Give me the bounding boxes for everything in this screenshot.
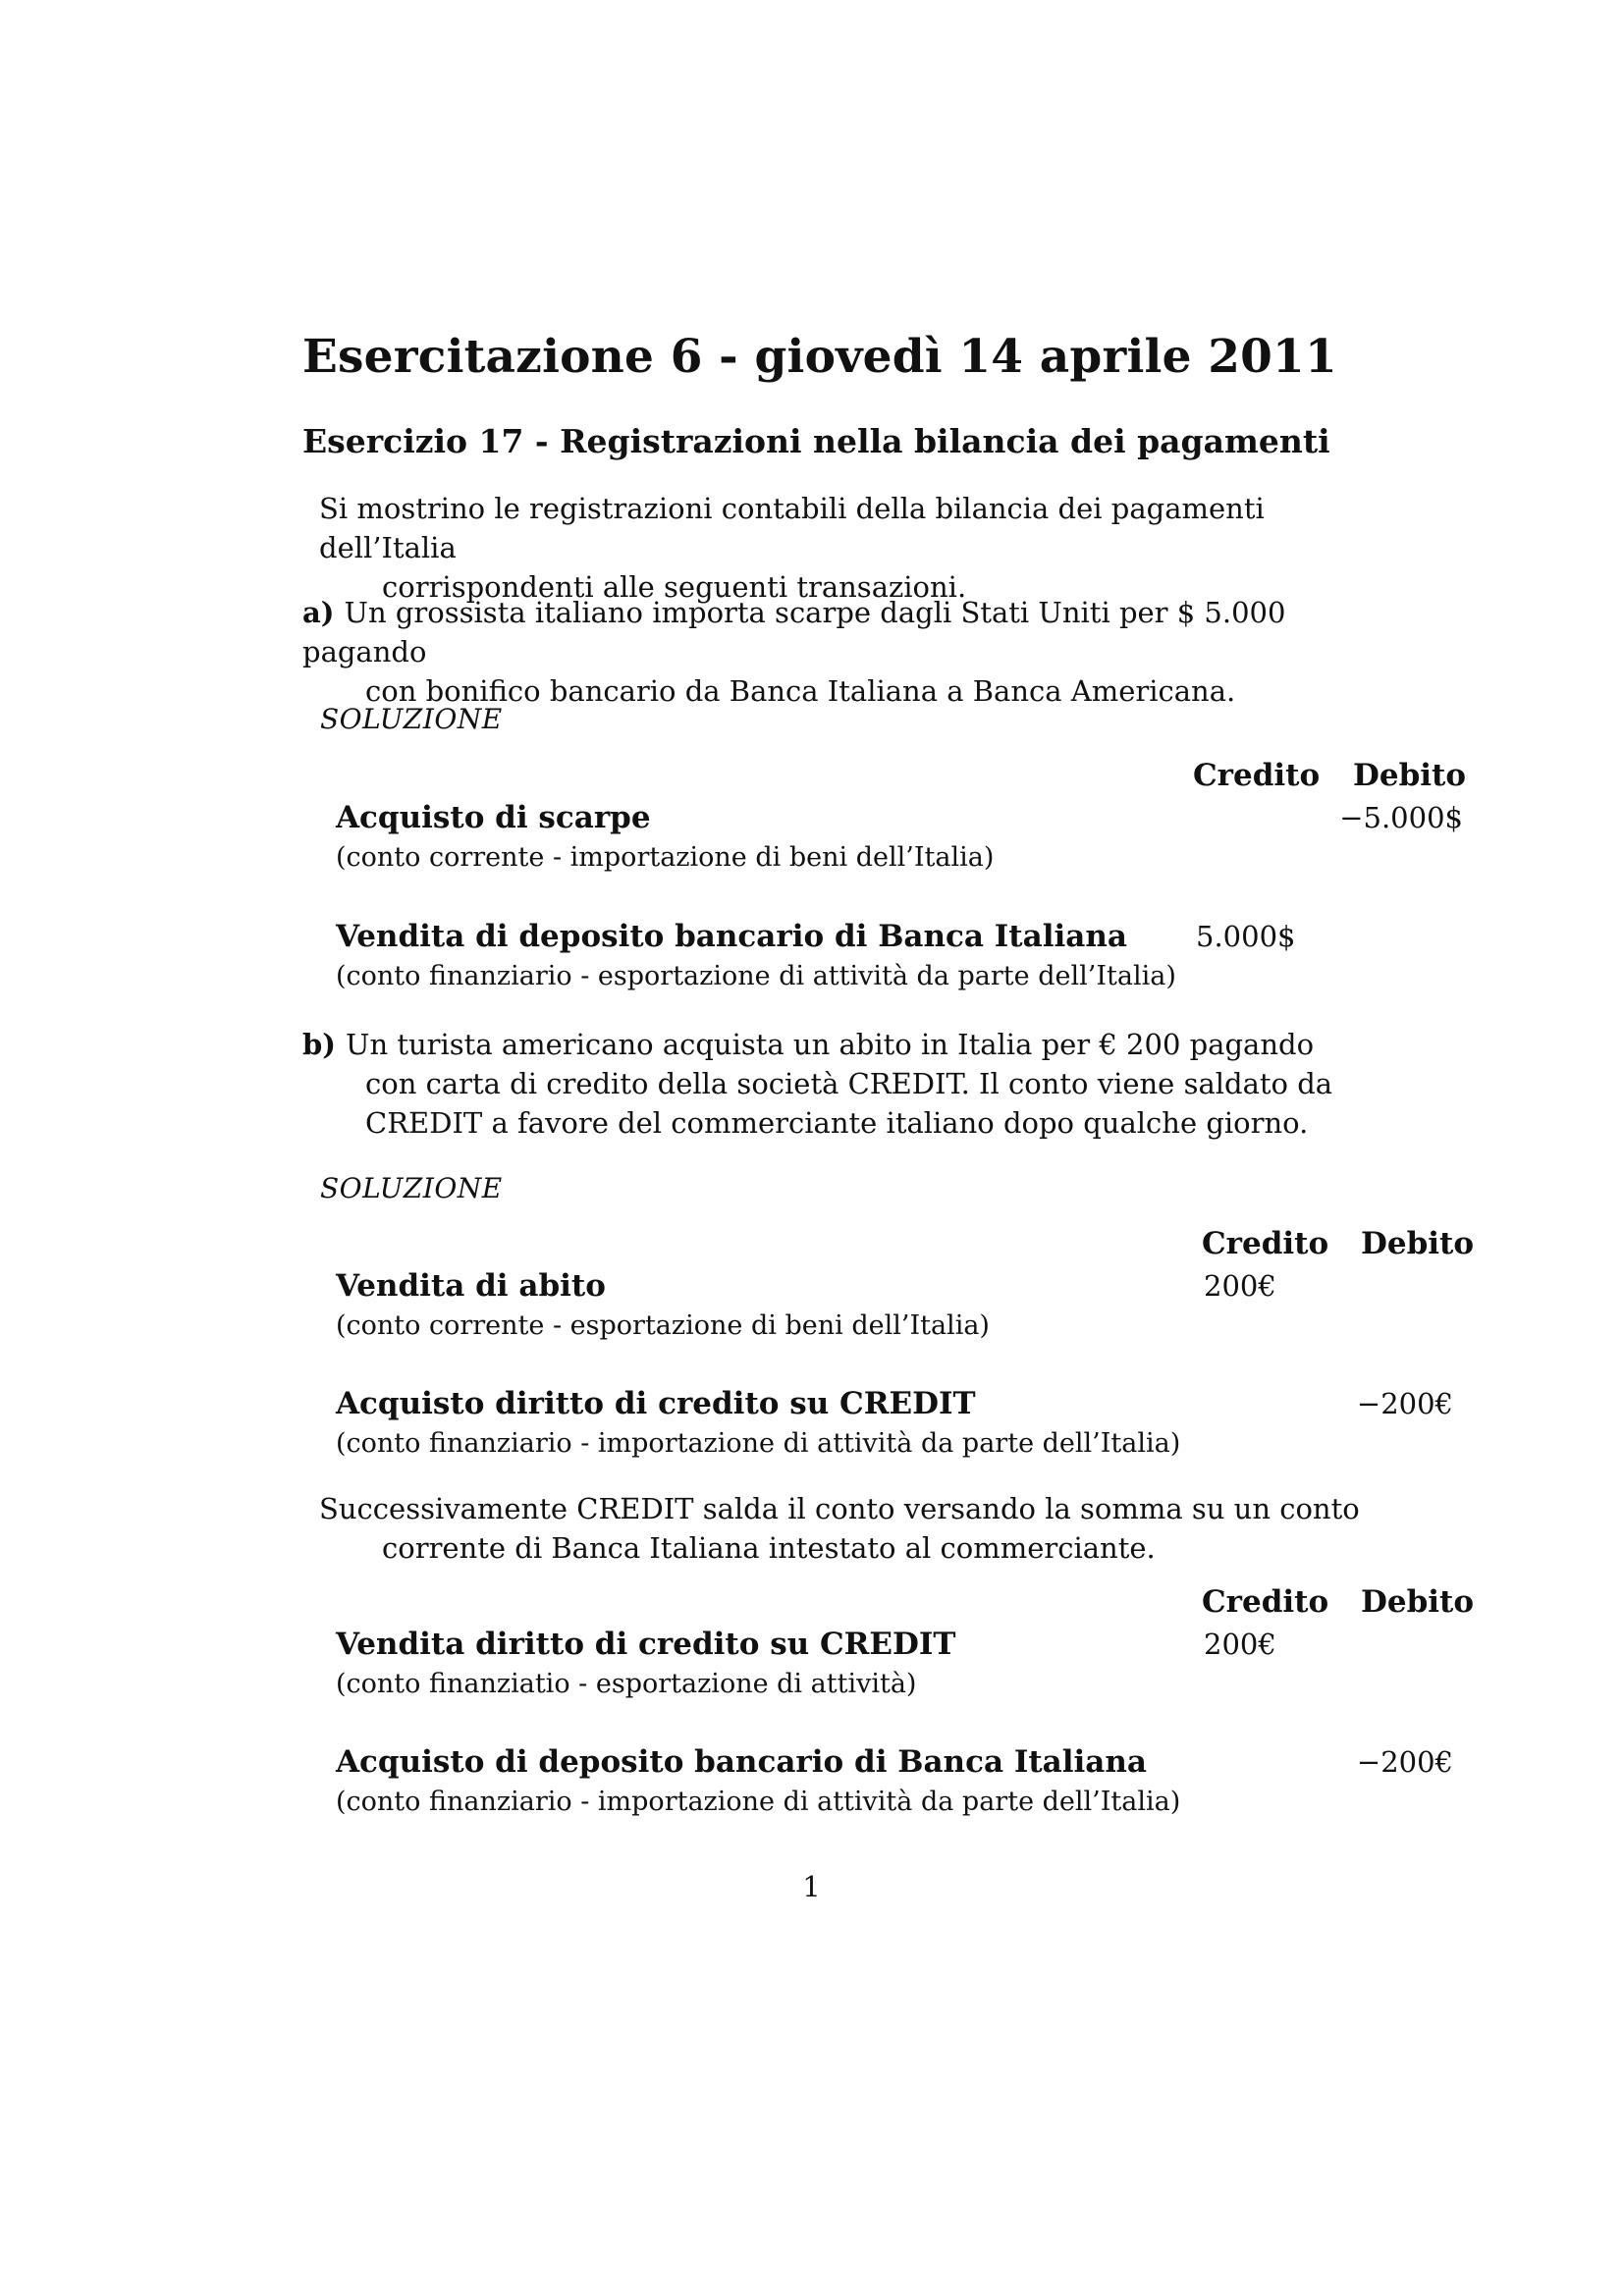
part-b-label: b) xyxy=(302,1028,336,1061)
followup-credit-header: Credito xyxy=(1202,1584,1329,1620)
entry-note: (conto corrente - esportazione di beni dell’Italia) xyxy=(336,1310,990,1341)
part-a-credit-header: Credito xyxy=(1193,758,1321,793)
entry-debit-amount: −5.000$ xyxy=(1339,801,1463,834)
entry-note: (conto corrente - importazione di beni dell’Italia) xyxy=(336,842,995,873)
intro-line-2: corrispondenti alle seguenti transazioni. xyxy=(382,570,967,604)
entry-note: (conto finanziario - importazione di attività da parte dell’Italia) xyxy=(336,1787,1181,1817)
followup-line-2: corrente di Banca Italiana intestato al commerciante. xyxy=(382,1531,1156,1565)
part-a-label: a) xyxy=(302,596,335,629)
entry-note: (conto finanziario - esportazione di attività da parte dell’Italia) xyxy=(336,961,1176,991)
page-title: Esercitazione 6 - giovedì 14 aprile 2011 xyxy=(302,330,1337,384)
followup-debit-header: Debito xyxy=(1361,1584,1475,1620)
part-b-debit-header: Debito xyxy=(1361,1226,1475,1261)
entry-note: (conto finanziario - importazione di attività da parte dell’Italia) xyxy=(336,1428,1181,1459)
part-b-credit-header: Credito xyxy=(1202,1226,1329,1261)
entry-title: Vendita diritto di credito su CREDIT xyxy=(336,1627,956,1662)
entry-credit-amount: 5.000$ xyxy=(1196,920,1296,953)
part-b-line-1: Un turista americano acquista un abito in Italia per € 200 pagando xyxy=(346,1028,1315,1061)
entry-debit-amount: −200€ xyxy=(1356,1387,1453,1420)
part-a-solution-label: SOLUZIONE xyxy=(320,703,503,735)
part-a-line-1: Un grossista italiano importa scarpe dagli Stati Uniti per $ 5.000 pagando xyxy=(302,596,1286,668)
entry-title: Acquisto diritto di credito su CREDIT xyxy=(336,1386,976,1421)
page-number: 1 xyxy=(802,1870,821,1903)
entry-credit-amount: 200€ xyxy=(1204,1269,1276,1303)
part-b-paragraph xyxy=(302,1025,1373,1143)
followup-paragraph xyxy=(319,1489,1373,1568)
part-b-line-2: con carta di credito della società CREDIT. Il conto viene saldato da xyxy=(365,1067,1333,1100)
part-a-paragraph xyxy=(302,593,1382,711)
intro-paragraph xyxy=(319,489,1380,607)
entry-title: Vendita di deposito bancario di Banca Italiana xyxy=(336,919,1127,954)
entry-credit-amount: 200€ xyxy=(1204,1628,1276,1661)
entry-debit-amount: −200€ xyxy=(1356,1745,1453,1779)
part-a-line-2: con bonifico bancario da Banca Italiana a Banca Americana. xyxy=(365,674,1236,708)
part-b-line-3: CREDIT a favore del commerciante italiano dopo qualche giorno. xyxy=(365,1106,1309,1140)
entry-title: Acquisto di deposito bancario di Banca Italiana xyxy=(336,1744,1148,1780)
entry-note: (conto finanziatio - esportazione di attività) xyxy=(336,1669,917,1699)
entry-title: Acquisto di scarpe xyxy=(336,800,651,835)
followup-line-1: Successivamente CREDIT salda il conto versando la somma su un conto xyxy=(319,1492,1360,1525)
intro-line-1: Si mostrino le registrazioni contabili della bilancia dei pagamenti dell’Italia xyxy=(319,492,1265,564)
part-a-debit-header: Debito xyxy=(1353,758,1467,793)
exercise-title: Esercizio 17 - Registrazioni nella bilancia dei pagamenti xyxy=(302,422,1330,460)
part-b-solution-label: SOLUZIONE xyxy=(320,1172,503,1204)
entry-title: Vendita di abito xyxy=(336,1268,606,1304)
